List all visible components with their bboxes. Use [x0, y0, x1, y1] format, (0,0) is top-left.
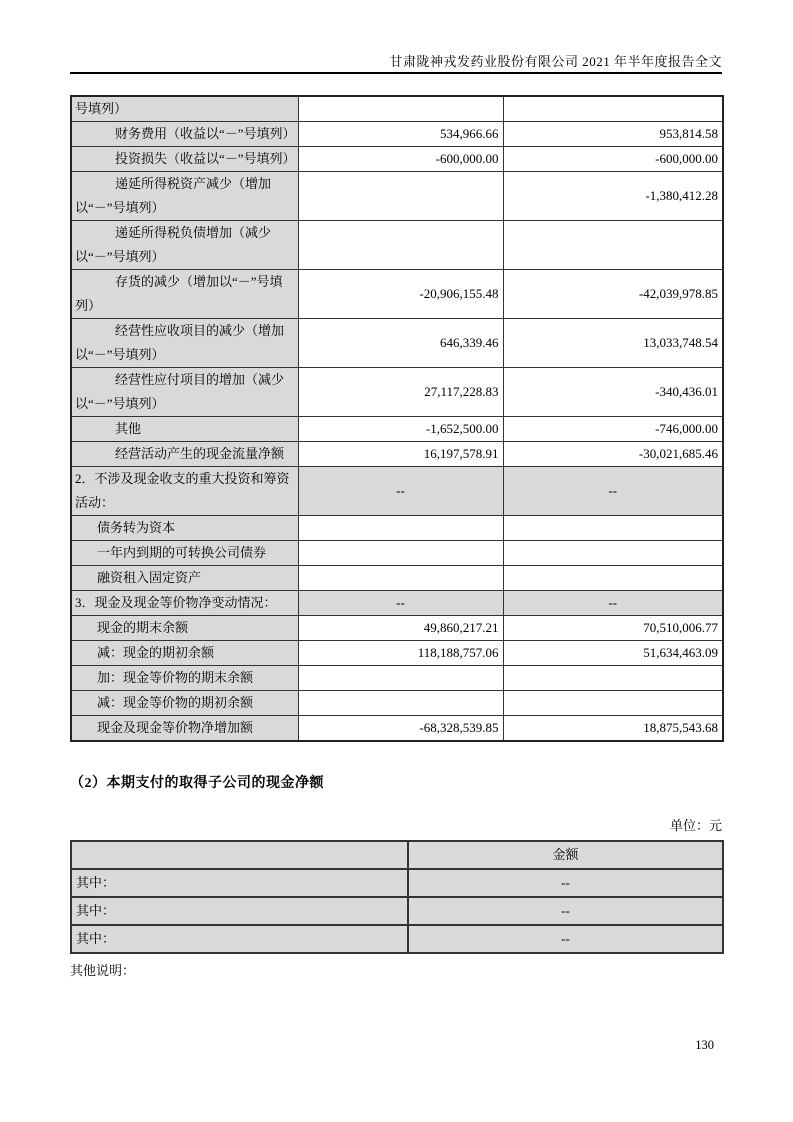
row-label: 经营性应收项目的减少（增加以“－”号填列） — [71, 319, 298, 368]
row-label: 其他 — [71, 417, 298, 442]
prior-period-value: 51,634,463.09 — [503, 641, 723, 666]
table-row — [71, 925, 723, 953]
amount-value: -- — [408, 869, 723, 897]
prior-period-value — [503, 666, 723, 691]
prior-period-value: -- — [503, 467, 723, 516]
current-period-value — [298, 666, 503, 691]
current-period-value — [298, 541, 503, 566]
prior-period-value: -600,000.00 — [503, 147, 723, 172]
prior-period-value — [503, 566, 723, 591]
row-label: 其中： — [71, 869, 408, 897]
row-label: 递延所得税负债增加（减少以“－”号填列） — [71, 221, 298, 270]
current-period-value: 49,860,217.21 — [298, 616, 503, 641]
row-label: 投资损失（收益以“－”号填列） — [71, 147, 298, 172]
current-period-value — [298, 691, 503, 716]
prior-period-value — [503, 516, 723, 541]
page-content — [70, 0, 722, 980]
table-row — [71, 716, 723, 742]
row-label: 号填列） — [71, 96, 298, 122]
unit-label: 单位：元 — [669, 818, 722, 833]
cash-flow-supplement-table — [70, 95, 724, 742]
table-row — [71, 897, 723, 925]
row-label: 财务费用（收益以“－”号填列） — [71, 122, 298, 147]
row-label: 加：现金等价物的期末余额 — [71, 666, 298, 691]
table-row — [71, 270, 723, 319]
current-period-value: -- — [298, 591, 503, 616]
current-period-value: 646,339.46 — [298, 319, 503, 368]
table-row — [71, 641, 723, 666]
amount-value: -- — [408, 897, 723, 925]
current-period-value — [298, 516, 503, 541]
table-row — [71, 541, 723, 566]
amount-column-header: 金额 — [408, 841, 723, 869]
prior-period-value: -42,039,978.85 — [503, 270, 723, 319]
row-label: 2．不涉及现金收支的重大投资和筹资活动： — [71, 467, 298, 516]
table-row — [71, 691, 723, 716]
table-row — [71, 666, 723, 691]
row-label: 现金的期末余额 — [71, 616, 298, 641]
row-label: 现金及现金等价物净增加额 — [71, 716, 298, 742]
table-row — [71, 516, 723, 541]
current-period-value: -- — [298, 467, 503, 516]
table-row — [71, 869, 723, 897]
row-label: 递延所得税资产减少（增加以“－”号填列） — [71, 172, 298, 221]
table-row — [71, 319, 723, 368]
current-period-value: -1,652,500.00 — [298, 417, 503, 442]
table-row — [71, 96, 723, 122]
row-label: 其中： — [71, 925, 408, 953]
current-period-value — [298, 172, 503, 221]
row-label: 减：现金等价物的期初余额 — [71, 691, 298, 716]
row-label: 3．现金及现金等价物净变动情况： — [71, 591, 298, 616]
prior-period-value: -1,380,412.28 — [503, 172, 723, 221]
current-period-value: 534,966.66 — [298, 122, 503, 147]
table-row — [71, 417, 723, 442]
header-divider — [70, 72, 722, 74]
prior-period-value: 70,510,006.77 — [503, 616, 723, 641]
table-row — [71, 566, 723, 591]
prior-period-value: -746,000.00 — [503, 417, 723, 442]
current-period-value: -600,000.00 — [298, 147, 503, 172]
subsidiary-cash-table — [70, 840, 724, 954]
current-period-value: 118,188,757.06 — [298, 641, 503, 666]
row-label: 经营活动产生的现金流量净额 — [71, 442, 298, 467]
prior-period-value — [503, 691, 723, 716]
table-row — [71, 122, 723, 147]
row-label: 其中： — [71, 897, 408, 925]
current-period-value — [298, 96, 503, 122]
amount-value: -- — [408, 925, 723, 953]
table-row — [71, 368, 723, 417]
document-header-title: 甘肃陇神戎发药业股份有限公司 2021 年半年度报告全文 — [389, 54, 722, 69]
section-heading: （2）本期支付的取得子公司的现金净额 — [70, 776, 324, 791]
table-row-section — [71, 467, 723, 516]
current-period-value — [298, 566, 503, 591]
prior-period-value: -- — [503, 591, 723, 616]
table-row — [71, 442, 723, 467]
row-label: 融资租入固定资产 — [71, 566, 298, 591]
page-number: 130 — [695, 1038, 714, 1052]
table-header-row — [71, 841, 723, 869]
prior-period-value: 953,814.58 — [503, 122, 723, 147]
row-label: 债务转为资本 — [71, 516, 298, 541]
current-period-value: 27,117,228.83 — [298, 368, 503, 417]
table-row — [71, 221, 723, 270]
prior-period-value: -30,021,685.46 — [503, 442, 723, 467]
prior-period-value — [503, 221, 723, 270]
prior-period-value — [503, 541, 723, 566]
current-period-value: -68,328,539.85 — [298, 716, 503, 742]
other-notes-label: 其他说明： — [70, 963, 136, 978]
prior-period-value — [503, 96, 723, 122]
prior-period-value: 13,033,748.54 — [503, 319, 723, 368]
row-label: 一年内到期的可转换公司债券 — [71, 541, 298, 566]
table-row — [71, 616, 723, 641]
row-label: 存货的减少（增加以“－”号填列） — [71, 270, 298, 319]
current-period-value — [298, 221, 503, 270]
empty-header-cell — [71, 841, 408, 869]
prior-period-value: -340,436.01 — [503, 368, 723, 417]
table-row — [71, 172, 723, 221]
current-period-value: 16,197,578.91 — [298, 442, 503, 467]
current-period-value: -20,906,155.48 — [298, 270, 503, 319]
prior-period-value: 18,875,543.68 — [503, 716, 723, 742]
table-row — [71, 147, 723, 172]
row-label: 减：现金的期初余额 — [71, 641, 298, 666]
row-label: 经营性应付项目的增加（减少以“－”号填列） — [71, 368, 298, 417]
table-row-section — [71, 591, 723, 616]
